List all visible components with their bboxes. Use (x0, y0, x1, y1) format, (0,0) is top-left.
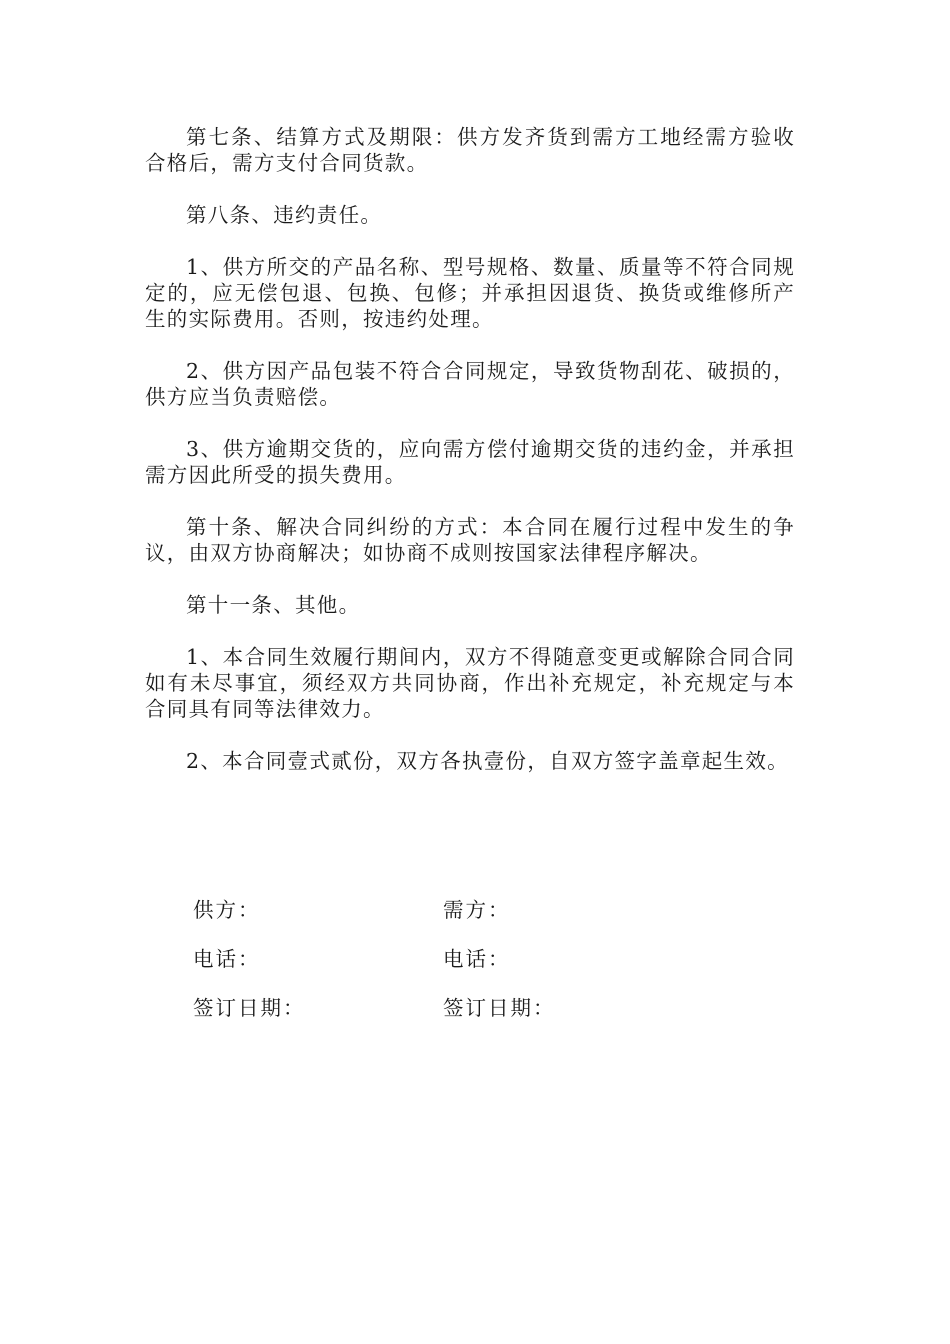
contract-body (145, 124, 795, 800)
signature-row-phone (193, 946, 693, 995)
buyer-label: 需方： (443, 898, 511, 922)
supplier-label: 供方： (193, 898, 261, 922)
clause-10-dispute: 第十条、解决合同纠纷的方式：本合同在履行过程中发生的争议，由双方协商解决；如协商不成则按国家法律程序解决。 (145, 515, 795, 565)
clause-8-item-2: 2、供方因产品包装不符合合同规定，导致货物刮花、破损的，供方应当负责赔偿。 (145, 359, 795, 409)
signature-block (193, 897, 693, 1044)
signature-row-party (193, 897, 693, 946)
clause-7-settlement: 第七条、结算方式及期限：供方发齐货到需方工地经需方验收合格后，需方支付合同货款。 (145, 125, 795, 175)
buyer-date-label: 签订日期： (443, 996, 556, 1020)
clause-11-heading: 第十一条、其他。 (186, 593, 361, 617)
supplier-date-label: 签订日期： (193, 996, 306, 1020)
clause-8-item-3: 3、供方逾期交货的，应向需方偿付逾期交货的违约金，并承担需方因此所受的损失费用。 (145, 437, 795, 487)
signature-row-date (193, 995, 693, 1044)
clause-8-heading: 第八条、违约责任。 (186, 203, 383, 227)
clause-11-item-1: 1、本合同生效履行期间内，双方不得随意变更或解除合同合同如有未尽事宜，须经双方共同协商，作出补充规定，补充规定与本合同具有同等法律效力。 (145, 645, 795, 721)
clause-11-item-2: 2、本合同壹式贰份，双方各执壹份，自双方签字盖章起生效。 (186, 749, 789, 773)
buyer-phone-label: 电话： (443, 947, 511, 971)
supplier-phone-label: 电话： (193, 947, 261, 971)
clause-8-item-1: 1、供方所交的产品名称、型号规格、数量、质量等不符合同规定的，应无偿包退、包换、包修；并承担因退货、换货或维修所产生的实际费用。否则，按违约处理。 (145, 255, 795, 331)
